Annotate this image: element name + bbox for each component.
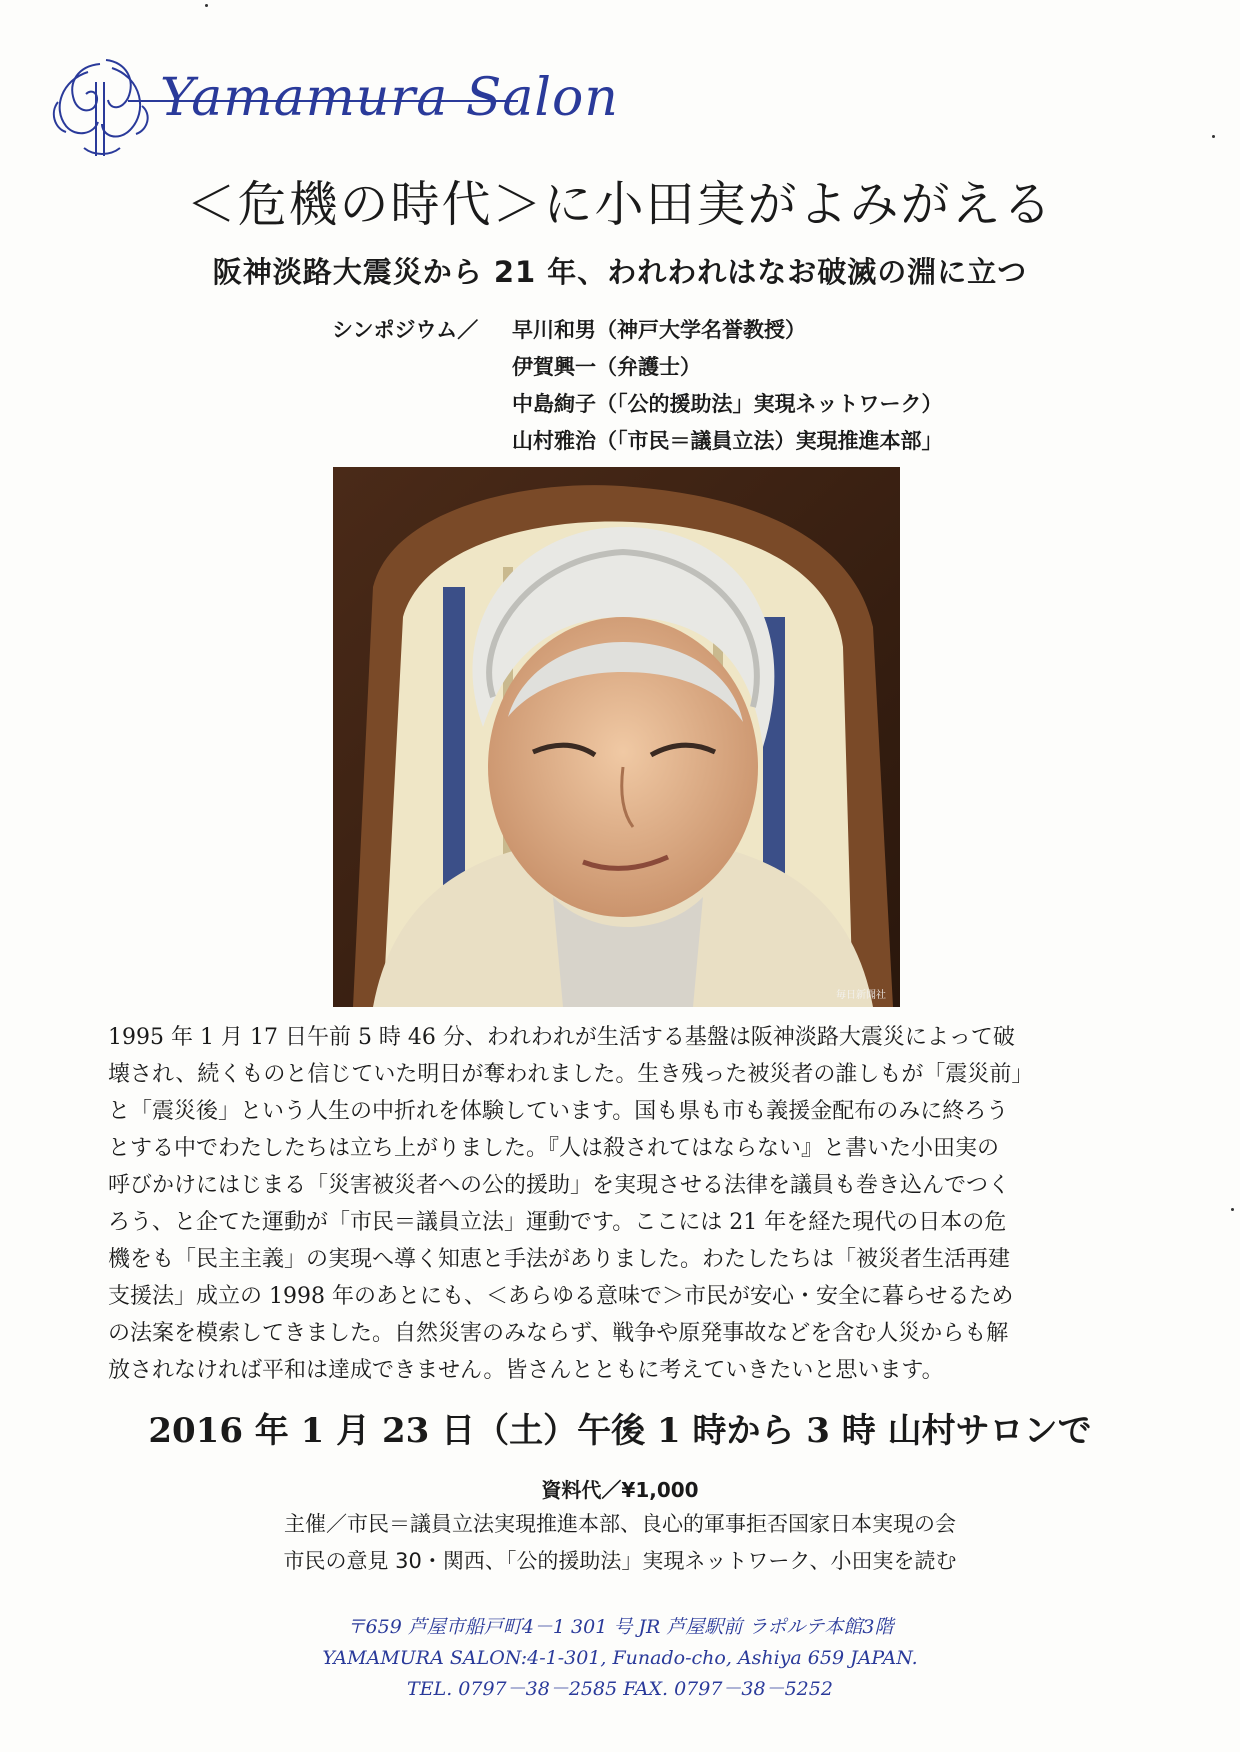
- body-line: 放されなければ平和は達成できません。皆さんとともに考えていきたいと思います。: [108, 1358, 944, 1383]
- speaker-name: 山村雅治（「市民＝議員立法）実現推進本部」: [512, 429, 943, 453]
- phone-fax-line: TEL. 0797－38－2585 FAX. 0797－38－5252: [407, 1678, 833, 1700]
- portrait-photo: [333, 467, 900, 1007]
- material-fee: 資料代／¥1,000: [541, 1478, 699, 1502]
- portrait-illustration: [333, 467, 900, 1007]
- address-line-japanese: 〒659 芦屋市船戸町4－1 301 号 JR 芦屋駅前 ラポルテ本館3階: [346, 1616, 894, 1638]
- speaker-row: [332, 423, 943, 460]
- body-line: 呼びかけにはじまる「災害被災者への公的援助」を実現させる法律を議員も巻き込んでつく: [108, 1173, 1011, 1198]
- body-line: の法案を模索してきました。自然災害のみならず、戦争や原発事故などを含む人災からも解: [108, 1321, 1009, 1346]
- organizers: [0, 1506, 1240, 1580]
- speaker-name: 中島絢子（「公的援助法」実現ネットワーク）: [512, 392, 943, 416]
- body-line: とする中でわたしたちは立ち上がりました。『人は殺されてはならない』と書いた小田実の: [108, 1136, 1000, 1161]
- organizer-line: 主催／市民＝議員立法実現推進本部、良心的軍事拒否国家日本実現の会: [284, 1512, 956, 1536]
- page-subtitle: 阪神淡路大震災から 21 年、われわれはなお破滅の淵に立つ: [212, 255, 1028, 289]
- speaker-row: [332, 386, 943, 423]
- symposium-label: シンポジウム／: [332, 318, 479, 342]
- logo-text: Yamamura Salon: [160, 68, 619, 128]
- contact-address: [0, 1612, 1240, 1705]
- page-title: ＜危機の時代＞に小田実がよみがえる: [186, 176, 1054, 233]
- body-line: と「震災後」という人生の中折れを体験しています。国も県も市も義援金配布のみに終ろう: [108, 1099, 1009, 1124]
- photo-credit: 毎日新聞社: [836, 990, 886, 1001]
- symposium-speakers: [332, 312, 943, 460]
- body-text: [108, 1019, 1128, 1389]
- address-line-english: YAMAMURA SALON:4-1-301, Funado-cho, Ashiya 659 JAPAN.: [322, 1647, 918, 1669]
- body-line: 支援法」成立の 1998 年のあとにも、＜あらゆる意味で＞市民が安心・安全に暮らせるため: [108, 1284, 1014, 1309]
- organizer-line: 市民の意見 30・関西、「公的援助法」実現ネットワーク、小田実を読む: [283, 1549, 957, 1573]
- speaker-row: [332, 349, 943, 386]
- body-line: 壊され、続くものと信じていた明日が奪われました。生き残った被災者の誰しもが「震災前」: [108, 1062, 1034, 1087]
- speaker-name: 早川和男（神戸大学名誉教授）: [512, 318, 806, 342]
- scan-speck: [205, 4, 208, 7]
- scan-speck: [1231, 1208, 1234, 1211]
- body-line: ろう、と企てた運動が「市民＝議員立法」運動です。ここには 21 年を経た現代の日本の危: [108, 1210, 1007, 1235]
- scan-speck: [1212, 135, 1215, 138]
- speaker-row: [332, 312, 943, 349]
- body-line: 機をも「民主主義」の実現へ導く知恵と手法がありました。わたしたちは「被災者生活再建: [108, 1247, 1011, 1272]
- yamamura-salon-logo: [48, 52, 619, 162]
- speaker-name: 伊賀興一（弁護士）: [512, 355, 701, 379]
- body-line: 1995 年 1 月 17 日午前 5 時 46 分、われわれが生活する基盤は阪神淡路大震災によって破: [108, 1025, 1015, 1050]
- event-date-time: 2016 年 1 月 23 日（土）午後 1 時から 3 時 山村サロンで: [148, 1411, 1092, 1451]
